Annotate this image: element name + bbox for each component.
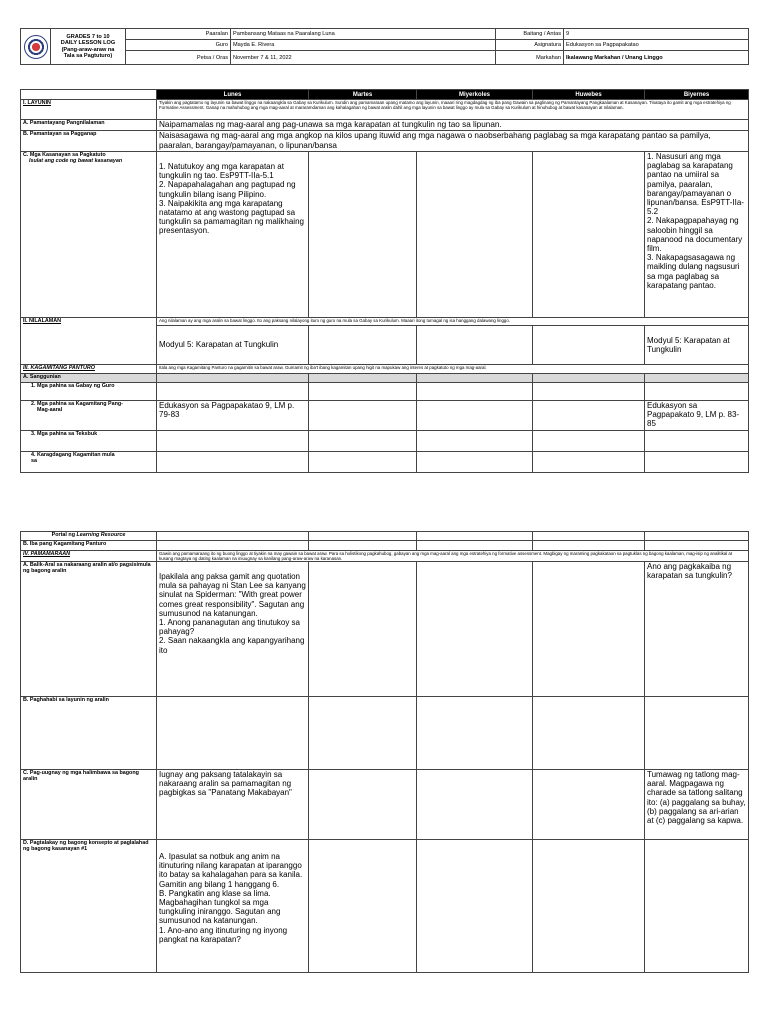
day-header-huwebes: Huwebes [533, 90, 645, 100]
balik-aral-lunes: Ipakilala ang paksa gamit ang quotation mula sa pahayag ni Stan Lee sa kanyang sinulat na Spiderman: "With great power comes great responsibility". Sagutan ang sumusunod na katanungan. 1. Anong pananagutan ang tinutukoy sa pahayag? 2. Saan nakaangkla ang kapangyarihang ito [157, 562, 309, 697]
nilalaman-note: Ang nilalaman ay ang mga aralin sa bawat linggo. Ito ang paksang nilalayong ituro ng guro na mula sa Gabay sa Kurikulum. Maaari itong tumagal ng isa hanggang dalawang linggo. [157, 318, 749, 326]
school-value: Pambansang Mataas na Paaralang Luna [231, 29, 496, 40]
day-header-miyerkoles: Miyerkoles [417, 90, 533, 100]
pamantayang-pangnilalaman-text: Naipamamalas ng mag-aaral ang pag-unawa sa mga karapatan at tungkulin ng tao sa lipunan. [157, 120, 749, 131]
teacher-value: Mayda E. Rivera [231, 40, 496, 51]
modyul-lunes: Modyul 5: Karapatan at Tungkulin [157, 326, 309, 365]
seal-icon [24, 35, 48, 59]
subject-value: Edukasyon sa Pagpapakatao [564, 40, 749, 51]
pag-uugnay-label: C. Pag-uugnay ng mga halimbawa sa bagong aralin [21, 770, 157, 840]
kasanayan-martes [309, 152, 417, 318]
lesson-table-page1 [20, 89, 749, 473]
modyul-huwebes [533, 326, 645, 365]
karagdagang-label: 4. Karagdagang Kagamitan mula sa [21, 452, 157, 473]
pamantayan-pagganap-label: B. Pamantayan sa Pagganap [21, 131, 157, 152]
quarter-label: Markahan [496, 51, 564, 65]
modyul-martes [309, 326, 417, 365]
pag-uugnay-biyernes: Tumawag ng tatlong mag-aaral. Magpagawa ng charade sa tatlong salitang ito: (a) paggalang sa buhay, (b) paggalang sa ari-arian at (c) paggalang sa kapwa. [645, 770, 749, 840]
teksbuk-label: 3. Mga pahina sa Teksbuk [21, 431, 157, 452]
gabay-label: 1. Mga pahina sa Gabay ng Guro [21, 383, 157, 401]
kagamitang-pang-label: 2. Mga pahina sa Kagamitang Pang- Mag-aaral [21, 401, 157, 431]
kasanayan-biyernes: 1. Nasusuri ang mga paglabag sa karapatang pantao na umiiral sa pamilya, paaralan, barangay/pamayanan o lipunan/bansa. EsP9TT-IIa-5.2 2. Nakapagpapahayag ng saloobin hinggil sa napanood na documentary film. 3. Nakapagsasagawa ng maikling dulang nagsusuri sa mga paglabag sa karapatang pantao. [645, 152, 749, 318]
teacher-label: Guro [126, 40, 231, 51]
pamamaraan-note: Gawin ang pamamaraang ito ng buong linggo at tiyakin na may gawain sa bawat araw. Para sa holistikong pagkahubog, gabayan ang mga mag-aaral ang mga estratehiya ng formative assessment. Magbigay ng maraming pagkakataon sa pagtuklas ng bagong kaalaman, mag-isip ng analitikal at kusang magtaya ng dating kaalaman na iniuugnay sa kanilang pang-araw-araw na karanasan. [157, 551, 749, 562]
pamantayang-pangnilalaman-label: A. Pamantayang Pangnilalaman [21, 120, 157, 131]
day-header-martes: Martes [309, 90, 417, 100]
nilalaman-label: II. NILALAMAN [21, 318, 157, 365]
kasanayan-miyerkoles [417, 152, 533, 318]
date-label: Petsa / Oras [126, 51, 231, 65]
kasanayan-huwebes [533, 152, 645, 318]
lesson-table-page2 [20, 531, 749, 973]
day-header-blank [21, 90, 157, 100]
balik-aral-label: A. Balik-Aral sa nakaraang aralin at/o pagsisimula ng bagong aralin [21, 562, 157, 697]
day-header-biyernes: Biyernes [645, 90, 749, 100]
pamantayan-pagganap-text: Naisasagawa ng mag-aaral ang mga angkop na kilos upang ituwid ang mga nagawa o naobserbahang paglabag sa mga karapatang pantao sa pamilya, paaralan, barangay/pamayanan, o lipunan/bansa [157, 131, 749, 152]
grade-value: 9 [564, 29, 749, 40]
school-label: Paaralan [126, 29, 231, 40]
subject-label: Asignatura [496, 40, 564, 51]
balik-aral-biyernes: Ano ang pagkakaiba ng karapatan sa tungkulin? [645, 562, 749, 697]
pag-uugnay-lunes: Iugnay ang paksang tatalakayin sa nakaraang aralin sa pamamagitan ng pagbigkas sa "Panatang Makabayan" [157, 770, 309, 840]
kasanayan-lunes: 1. Natutukoy ang mga karapatan at tungkulin ng tao. EsP9TT-IIa-5.1 2. Napapahalagahan ang pagtupad ng tungkulin bilang isang Pilipino. 3. Naipakikita ang mga karapatang natatamo at ang wastong pagtupad sa tungkulin sa pamamagitan ng malikhaing presentasyon. [157, 152, 309, 318]
kagamitang-lunes: Edukasyon sa Pagpapakatao 9, LM p. 79-83 [157, 401, 309, 431]
layunin-label: I. LAYUNIN [21, 100, 157, 120]
pamamaraan-label: IV. PAMAMARAAN [21, 551, 157, 562]
kagamitan-label: III. KAGAMITANG PANTURO [21, 365, 157, 374]
layunin-note: Tiyakin ang pagtatamo ng layunin sa bawat linggo na nakaangkla sa Gabay sa Kurikulum. Sundin ang pamamaraan upang matamo ang layunin, maaari ring magdagdag ng iba pang Gawain sa paglinang ng Pamantayang Pangkaalaman at Kasanayan. Tinataya ito gamit ang mga estratehiya ng Formative Assessment. Ganap na mahuhubog ang mga mag-aaral at mararamdaman ang kahalagahan ng bawat aralin dahil ang mga layunin sa bawat linggo ay mula sa Gabay sa Kurikulum at hinuhubog at bawat kasanayan at nilalaman. [157, 100, 749, 120]
paghahabi-label: B. Paghahabi sa layunin ng aralin [21, 697, 157, 770]
sanggunian-label: A. Sanggunian [21, 374, 157, 383]
iba-pang-kagamitan-label: B. Iba pang Kagamitang Panturo [21, 541, 157, 551]
quarter-value: Ikalawang Markahan / Unang Linggo [564, 51, 749, 65]
day-header-lunes: Lunes [157, 90, 309, 100]
log-title: GRADES 7 to 10 DAILY LESSON LOG (Pang-araw-araw na Tala sa Pagtuturo) [51, 29, 126, 65]
modyul-miyerkoles [417, 326, 533, 365]
kagamitang-biyernes: Edukasyon sa Pagpapakato 9, LM p. 83-85 [645, 401, 749, 431]
date-value: November 7 & 11, 2022 [231, 51, 496, 65]
header-table [20, 28, 749, 65]
kasanayan-label: C. Mga Kasanayan sa Pagkatuto Isulat ang code ng bawat kasanayan [21, 152, 157, 318]
kagamitan-note: Itala ang mga Kagamitang Panturo na gagamitin sa bawat araw. Gumamit ng iba't ibang kagamitan upang higit na mapukaw ang interes at pagkatuto ng mga mag-aaral. [157, 365, 749, 374]
portal-label: Portal ng Learning Resource [21, 532, 157, 541]
kasanayan-sublabel: Isulat ang code ng bawat kasanayan [29, 158, 123, 165]
grade-label: Baitang / Antas [496, 29, 564, 40]
pagtalakay-label: D. Pagtalakay ng bagong konsepto at paglalahad ng bagong kasanayan #1 [21, 840, 157, 973]
deped-seal [21, 29, 51, 65]
modyul-biyernes: Modyul 5: Karapatan at Tungkulin [645, 326, 749, 365]
pagtalakay-lunes: A. Ipasulat sa notbuk ang anim na itinuturing nilang karapatan at iparanggo ito batay sa kahalagahan para sa kanila. Gamitin ang bilang 1 hanggang 6. B. Pangkatin ang klase sa lima. Magbahagihan tungkol sa mga tungkuling iniranggo. Sagutan ang sumusunod na katanungan. 1. Ano-ano ang itinuturing ng inyong pangkat na karapatan? [157, 840, 309, 973]
